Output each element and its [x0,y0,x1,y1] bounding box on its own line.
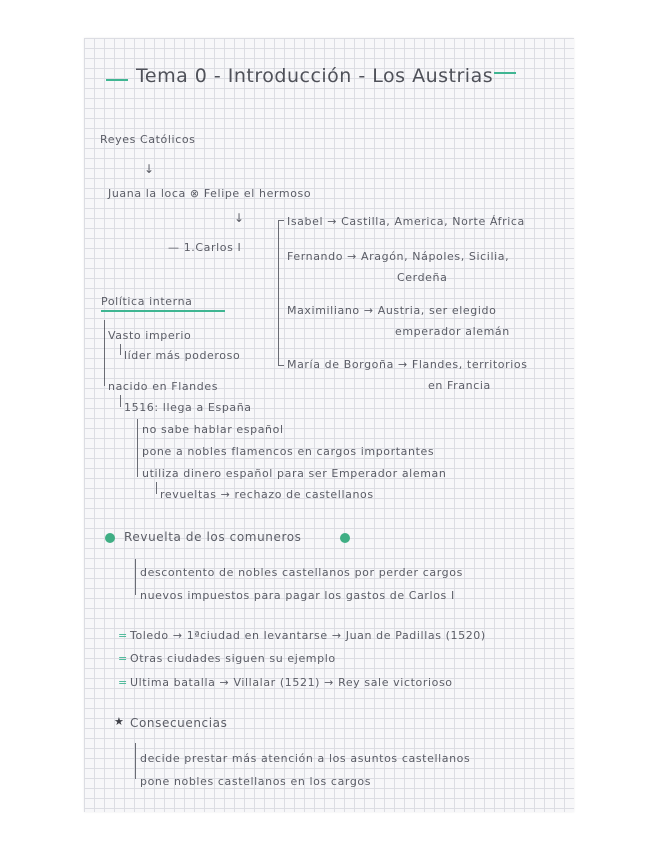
green-dot-icon-2 [340,533,350,543]
heritage-maria-2: en Francia [428,379,491,392]
consecuencia-1: decide prestar más atención a los asuntos castellanos [140,752,471,765]
causas-bracket [135,559,136,595]
evento-marker-2: = [118,652,128,665]
page-title: Tema 0 - Introducción - Los Austrias [136,65,494,87]
item-dinero: utiliza dinero español para ser Emperador aleman [142,467,447,480]
politica-underline [101,310,225,312]
carlos-i: — 1.Carlos I [168,241,242,254]
vasto-imperio: Vasto imperio [108,329,192,342]
evento-marker-1: = [118,629,128,642]
consecuencias-bracket [135,743,136,779]
title-dash-right [494,72,516,74]
juana-felipe: Juana la loca ⊗ Felipe el hermoso [108,187,312,200]
politica-heading: Política interna [101,295,193,308]
heritage-fernando: Fernando → Aragón, Nápoles, Sicilia, [287,250,510,263]
nacido-flandes: nacido en Flandes [108,380,219,393]
reyes-catolicos: Reyes Católicos [100,133,196,146]
causa-1: descontento de nobles castellanos por perder cargos [140,566,463,579]
item-no-sabe: no sabe hablar español [142,423,284,436]
consecuencia-2: pone nobles castellanos en los cargos [140,775,372,788]
heritage-maximiliano-2: emperador alemán [395,325,510,338]
revuelta-heading: Revuelta de los comuneros [124,530,302,544]
politica-bracket [104,320,105,386]
heritage-maximiliano: Maximiliano → Austria, ser elegido [287,304,497,317]
star-icon: ★ [114,715,124,728]
evento-villalar: Ultima batalla → Villalar (1521) → Rey sale victorioso [130,676,453,689]
causa-2: nuevos impuestos para pagar los gastos de Carlos I [140,589,455,602]
item-nobles-flamencos: pone a nobles flamencos en cargos importantes [142,445,435,458]
title-dash-left [106,79,128,81]
items-bracket [137,419,138,477]
llega-espana: 1516: llega a España [124,401,252,414]
revueltas: revueltas → rechazo de castellanos [160,488,374,501]
consecuencias-heading: Consecuencias [130,716,228,730]
down-arrow-icon-2: ↓ [234,211,245,225]
evento-otras: Otras ciudades siguen su ejemplo [130,652,336,665]
evento-toledo: Toledo → 1ªciudad en levantarse → Juan de Padillas (1520) [130,629,486,642]
heritage-maria: María de Borgoña → Flandes, territorios [287,358,528,371]
heritage-isabel: Isabel → Castilla, America, Norte África [287,215,525,228]
notebook-page [84,38,574,812]
down-arrow-icon: ↓ [144,162,155,176]
heritage-fernando-2: Cerdeña [397,271,448,284]
lider: líder más poderoso [124,349,241,362]
heritage-bracket [278,220,279,365]
evento-marker-3: = [118,676,128,689]
green-dot-icon [105,533,115,543]
